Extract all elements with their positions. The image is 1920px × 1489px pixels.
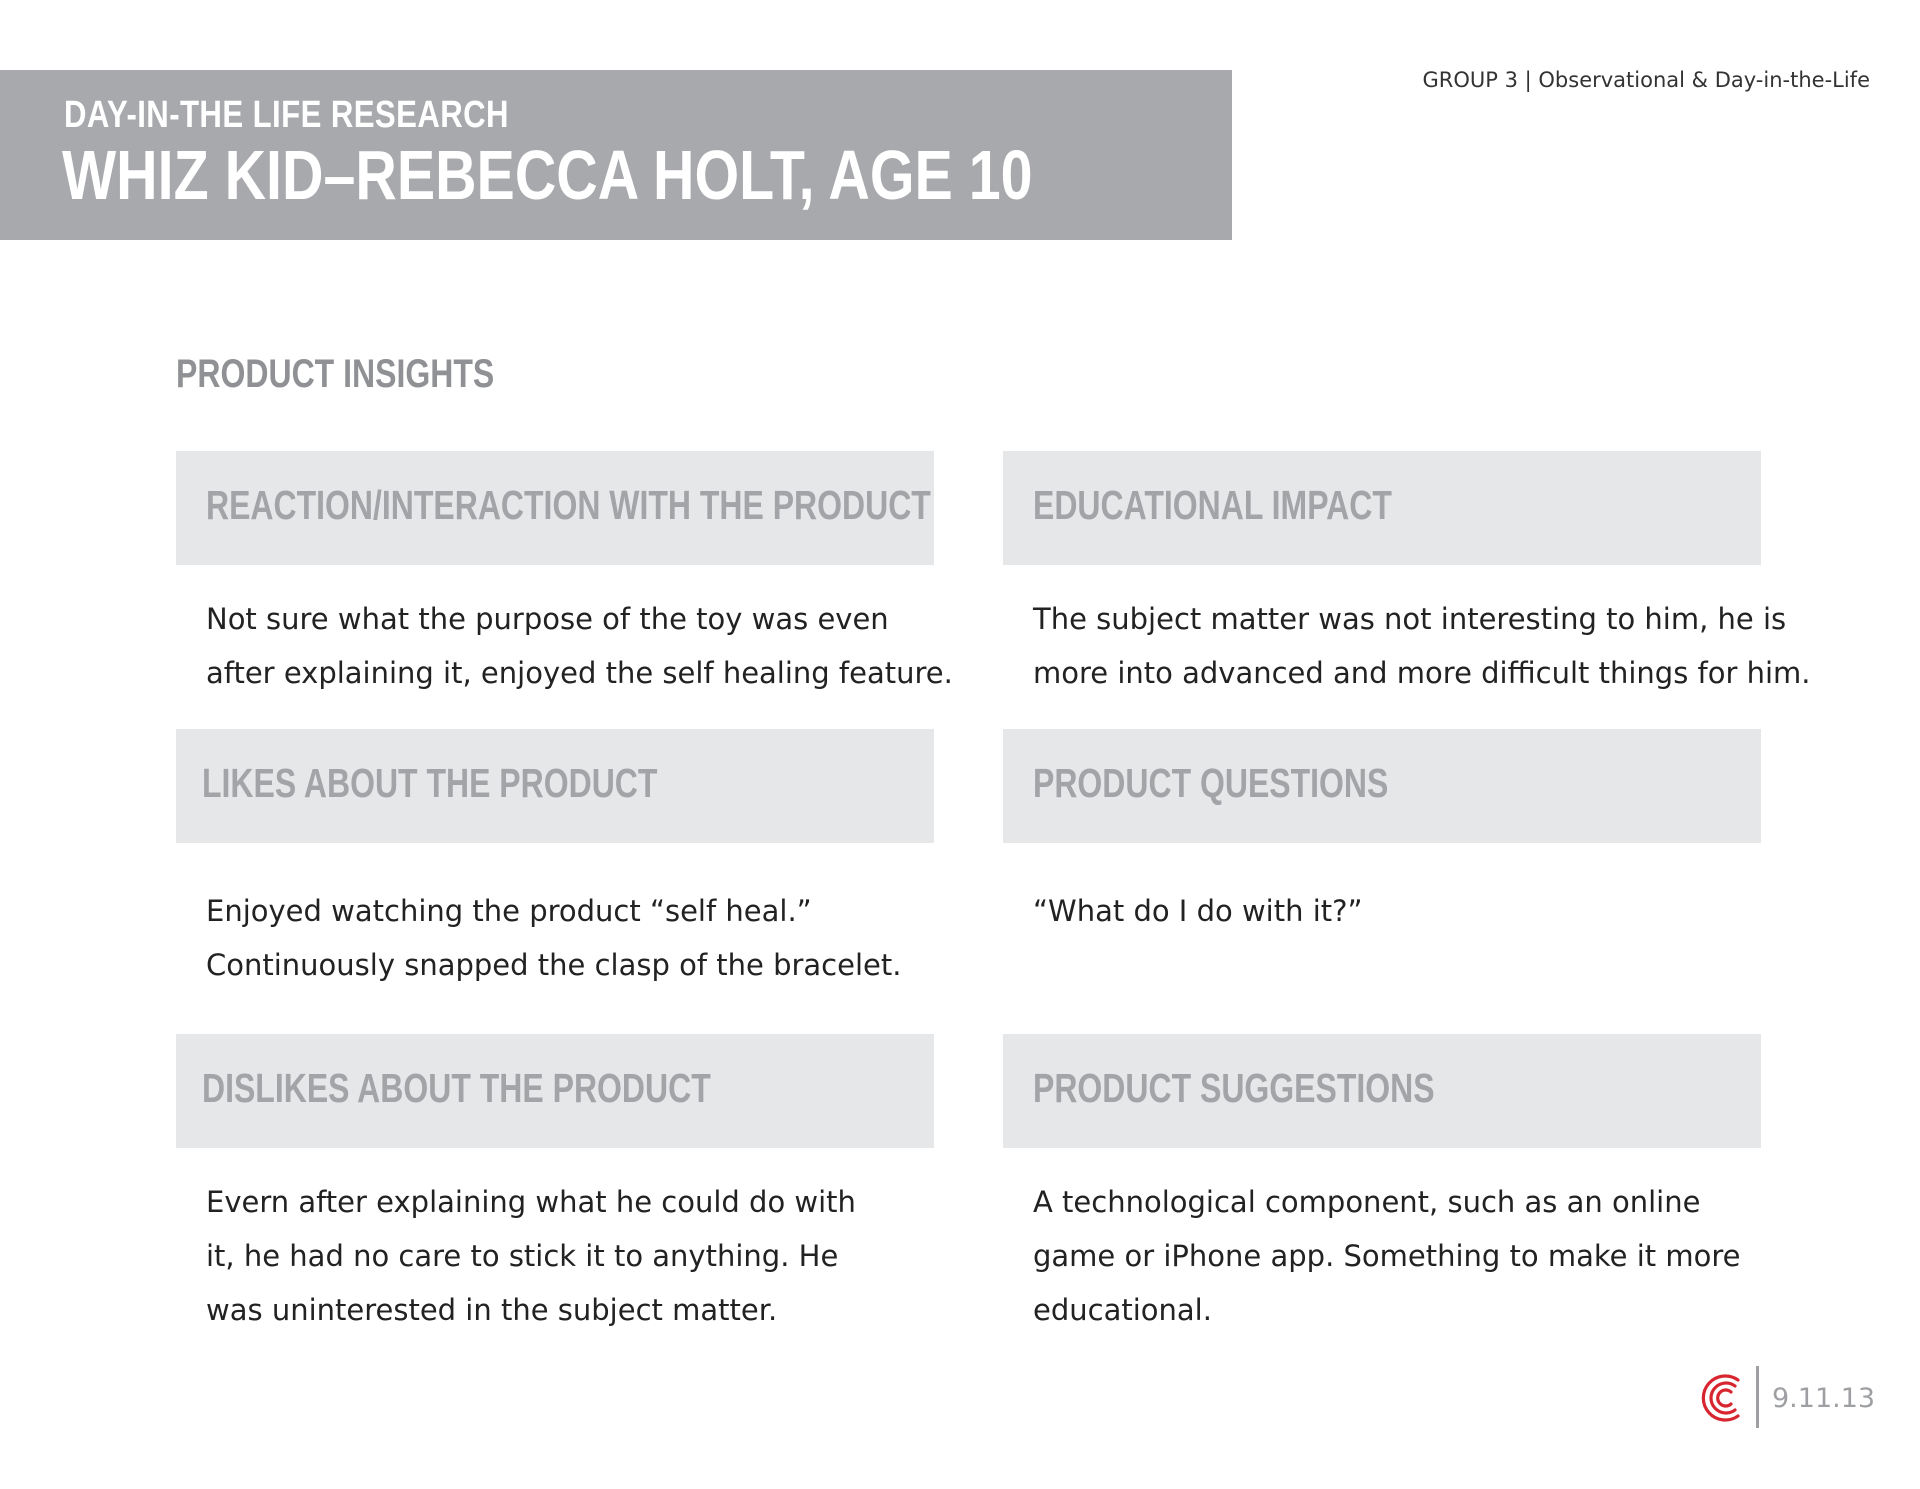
page-title: WHIZ KID–REBECCA HOLT, AGE 10 <box>62 136 1033 214</box>
body-line: Continuously snapped the clasp of the bracelet. <box>206 948 902 982</box>
card-header-product-questions <box>1003 729 1761 843</box>
footer-date: 9.11.13 <box>1772 1383 1876 1414</box>
card-heading: EDUCATIONAL IMPACT <box>1033 482 1392 528</box>
card-body-product-suggestions <box>1033 1175 1823 1337</box>
card-body-educational-impact <box>1033 592 1823 700</box>
body-line: more into advanced and more difficult things for him. <box>1033 656 1811 690</box>
card-header-reaction <box>176 451 934 565</box>
body-line: after explaining it, enjoyed the self healing feature. <box>206 656 953 690</box>
report-eyebrow: DAY-IN-THE LIFE RESEARCH <box>64 94 509 136</box>
body-line: was uninterested in the subject matter. <box>206 1293 778 1327</box>
body-line: A technological component, such as an online <box>1033 1185 1701 1219</box>
group-label: GROUP 3 | Observational & Day-in-the-Life <box>1422 68 1870 92</box>
card-heading: PRODUCT SUGGESTIONS <box>1033 1065 1435 1111</box>
footer-divider <box>1756 1366 1759 1428</box>
concentric-c-logo-icon <box>1698 1370 1744 1426</box>
body-line: it, he had no care to stick it to anything. He <box>206 1239 839 1273</box>
body-line: Not sure what the purpose of the toy was even <box>206 602 889 636</box>
card-body-dislikes <box>206 1175 996 1337</box>
card-heading: LIKES ABOUT THE PRODUCT <box>202 760 658 806</box>
card-body-likes <box>206 884 996 992</box>
body-line: Evern after explaining what he could do with <box>206 1185 856 1219</box>
body-line: The subject matter was not interesting to him, he is <box>1033 602 1787 636</box>
card-header-product-suggestions <box>1003 1034 1761 1148</box>
title-banner <box>0 70 1232 240</box>
card-body-reaction <box>206 592 996 700</box>
body-line: game or iPhone app. Something to make it more <box>1033 1239 1741 1273</box>
logo-graphic <box>1698 1370 1744 1426</box>
section-heading: PRODUCT INSIGHTS <box>176 352 495 396</box>
body-line: educational. <box>1033 1293 1212 1327</box>
body-line: “What do I do with it?” <box>1033 894 1363 928</box>
card-body-product-questions <box>1033 884 1823 938</box>
card-header-likes <box>176 729 934 843</box>
card-header-educational-impact <box>1003 451 1761 565</box>
card-heading: REACTION/INTERACTION WITH THE PRODUCT <box>206 482 931 528</box>
body-line: Enjoyed watching the product “self heal.” <box>206 894 812 928</box>
card-heading: PRODUCT QUESTIONS <box>1033 760 1389 806</box>
card-heading: DISLIKES ABOUT THE PRODUCT <box>202 1065 711 1111</box>
card-header-dislikes <box>176 1034 934 1148</box>
